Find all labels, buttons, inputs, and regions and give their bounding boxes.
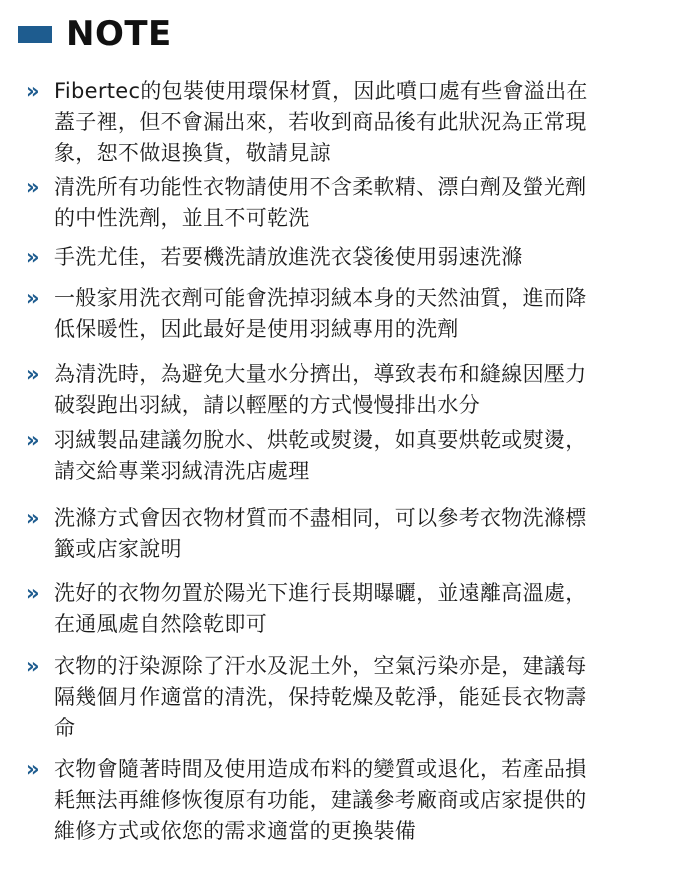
note-text: 洗滌方式會因衣物材質而不盡相同，可以參考衣物洗滌標 籤或店家說明 (54, 506, 587, 561)
chevron-right-icon: » (26, 581, 40, 605)
list-item (26, 76, 692, 169)
list-item (26, 425, 692, 487)
list-item (26, 172, 692, 234)
note-text: 洗好的衣物勿置於陽光下進行長期曝曬，並遠離高溫處， 在通風處自然陰乾即可 (54, 581, 587, 636)
note-text: 一般家用洗衣劑可能會洗掉羽絨本身的天然油質，進而降 低保暖性，因此最好是使用羽絨專用的洗劑 (54, 286, 587, 341)
chevron-right-icon: » (26, 757, 40, 781)
chevron-right-icon: » (26, 428, 40, 452)
note-header (18, 14, 172, 54)
chevron-right-icon: » (26, 654, 40, 678)
chevron-right-icon: » (26, 506, 40, 530)
list-item (26, 242, 692, 273)
note-text: 羽絨製品建議勿脫水、烘乾或熨燙，如真要烘乾或熨燙， 請交給專業羽絨清洗店處理 (54, 428, 587, 483)
chevron-right-icon: » (26, 79, 40, 103)
chevron-right-icon: » (26, 362, 40, 386)
list-item (26, 578, 692, 640)
note-text: 清洗所有功能性衣物請使用不含柔軟精、漂白劑及螢光劑 的中性洗劑，並且不可乾洗 (54, 175, 587, 230)
note-text: Fibertec的包裝使用環保材質，因此噴口處有些會溢出在 蓋子裡，但不會漏出來，若收到商品後有此狀況為正常現 象，恕不做退換貨，敬請見諒 (54, 79, 588, 165)
list-item (26, 283, 692, 345)
note-text: 衣物的汙染源除了汗水及泥土外，空氣污染亦是，建議每 隔幾個月作適當的清洗，保持乾燥及乾淨，能延長衣物壽 命 (54, 654, 587, 740)
list-item (26, 651, 692, 744)
chevron-right-icon: » (26, 286, 40, 310)
note-text: 手洗尤佳，若要機洗請放進洗衣袋後使用弱速洗滌 (54, 245, 523, 269)
note-text: 衣物會隨著時間及使用造成布料的變質或退化，若產品損 耗無法再維修恢復原有功能，建議參考廠商或店家提供的 維修方式或依您的需求適當的更換裝備 (54, 757, 587, 843)
chevron-right-icon: » (26, 245, 40, 269)
header-accent-bar (18, 26, 52, 43)
list-item (26, 503, 692, 565)
chevron-right-icon: » (26, 175, 40, 199)
page-title: NOTE (66, 14, 172, 54)
list-item (26, 359, 692, 421)
list-item (26, 754, 692, 847)
note-text: 為清洗時，為避免大量水分擠出，導致表布和縫線因壓力 破裂跑出羽絨，請以輕壓的方式慢慢排出水分 (54, 362, 587, 417)
